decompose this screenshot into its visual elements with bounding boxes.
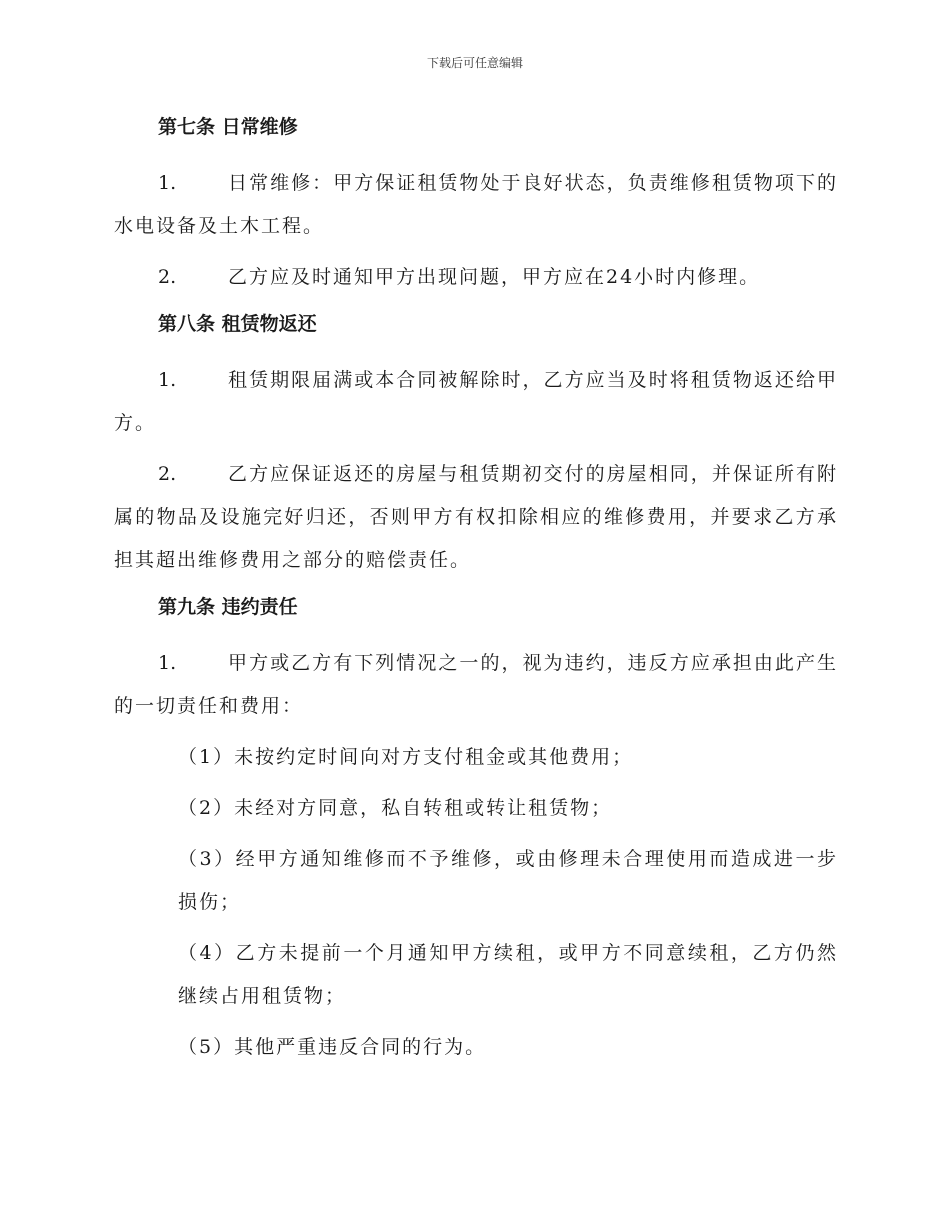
clause-number: 1. [158, 369, 177, 391]
page-header: 下载后可任意编辑 [426, 56, 523, 70]
clause-number: 1. [158, 652, 177, 674]
sub-clause: （2）未经对方同意，私自转租或转让租赁物； [178, 797, 613, 819]
clause-text: 甲方或乙方有下列情况之一的，视为违约，违反方应承担由此产生的一切责任和费用： [114, 652, 838, 717]
clause-paragraph [114, 162, 838, 248]
section-heading: 第九条 违约责任 [158, 596, 298, 618]
clause-number: 2. [158, 463, 177, 485]
document-body [114, 110, 838, 1077]
clause-text: 乙方应保证返还的房屋与租赁期初交付的房屋相同，并保证所有附属的物品及设施完好归还，否则甲方有权扣除相应的维修费用，并要求乙方承担其超出维修费用之部分的赔偿责任。 [114, 463, 838, 571]
sub-clause: （1）未按约定时间向对方支付租金或其他费用； [178, 746, 634, 768]
clause-text: 日常维修：甲方保证租赁物处于良好状态，负责维修租赁物项下的水电设备及土木工程。 [114, 172, 838, 237]
sub-clause: （5）其他严重违反合同的行为。 [178, 1036, 487, 1058]
clause-paragraph [114, 256, 838, 299]
section-heading: 第七条 日常维修 [158, 116, 298, 138]
sub-clause: （3）经甲方通知维修而不予维修，或由修理未合理使用而造成进一步损伤； [178, 848, 838, 913]
clause-number: 1. [158, 172, 177, 194]
clause-text: 租赁期限届满或本合同被解除时，乙方应当及时将租赁物返还给甲方。 [114, 369, 838, 434]
clause-text: 乙方应及时通知甲方出现问题，甲方应在24小时内修理。 [228, 266, 761, 288]
clause-paragraph [114, 642, 838, 728]
sub-clause: （4）乙方未提前一个月通知甲方续租，或甲方不同意续租，乙方仍然继续占用租赁物； [178, 942, 838, 1007]
clause-number: 2. [158, 266, 177, 288]
clause-paragraph [114, 359, 838, 445]
clause-paragraph [114, 453, 838, 582]
section-heading: 第八条 租赁物返还 [158, 313, 317, 335]
